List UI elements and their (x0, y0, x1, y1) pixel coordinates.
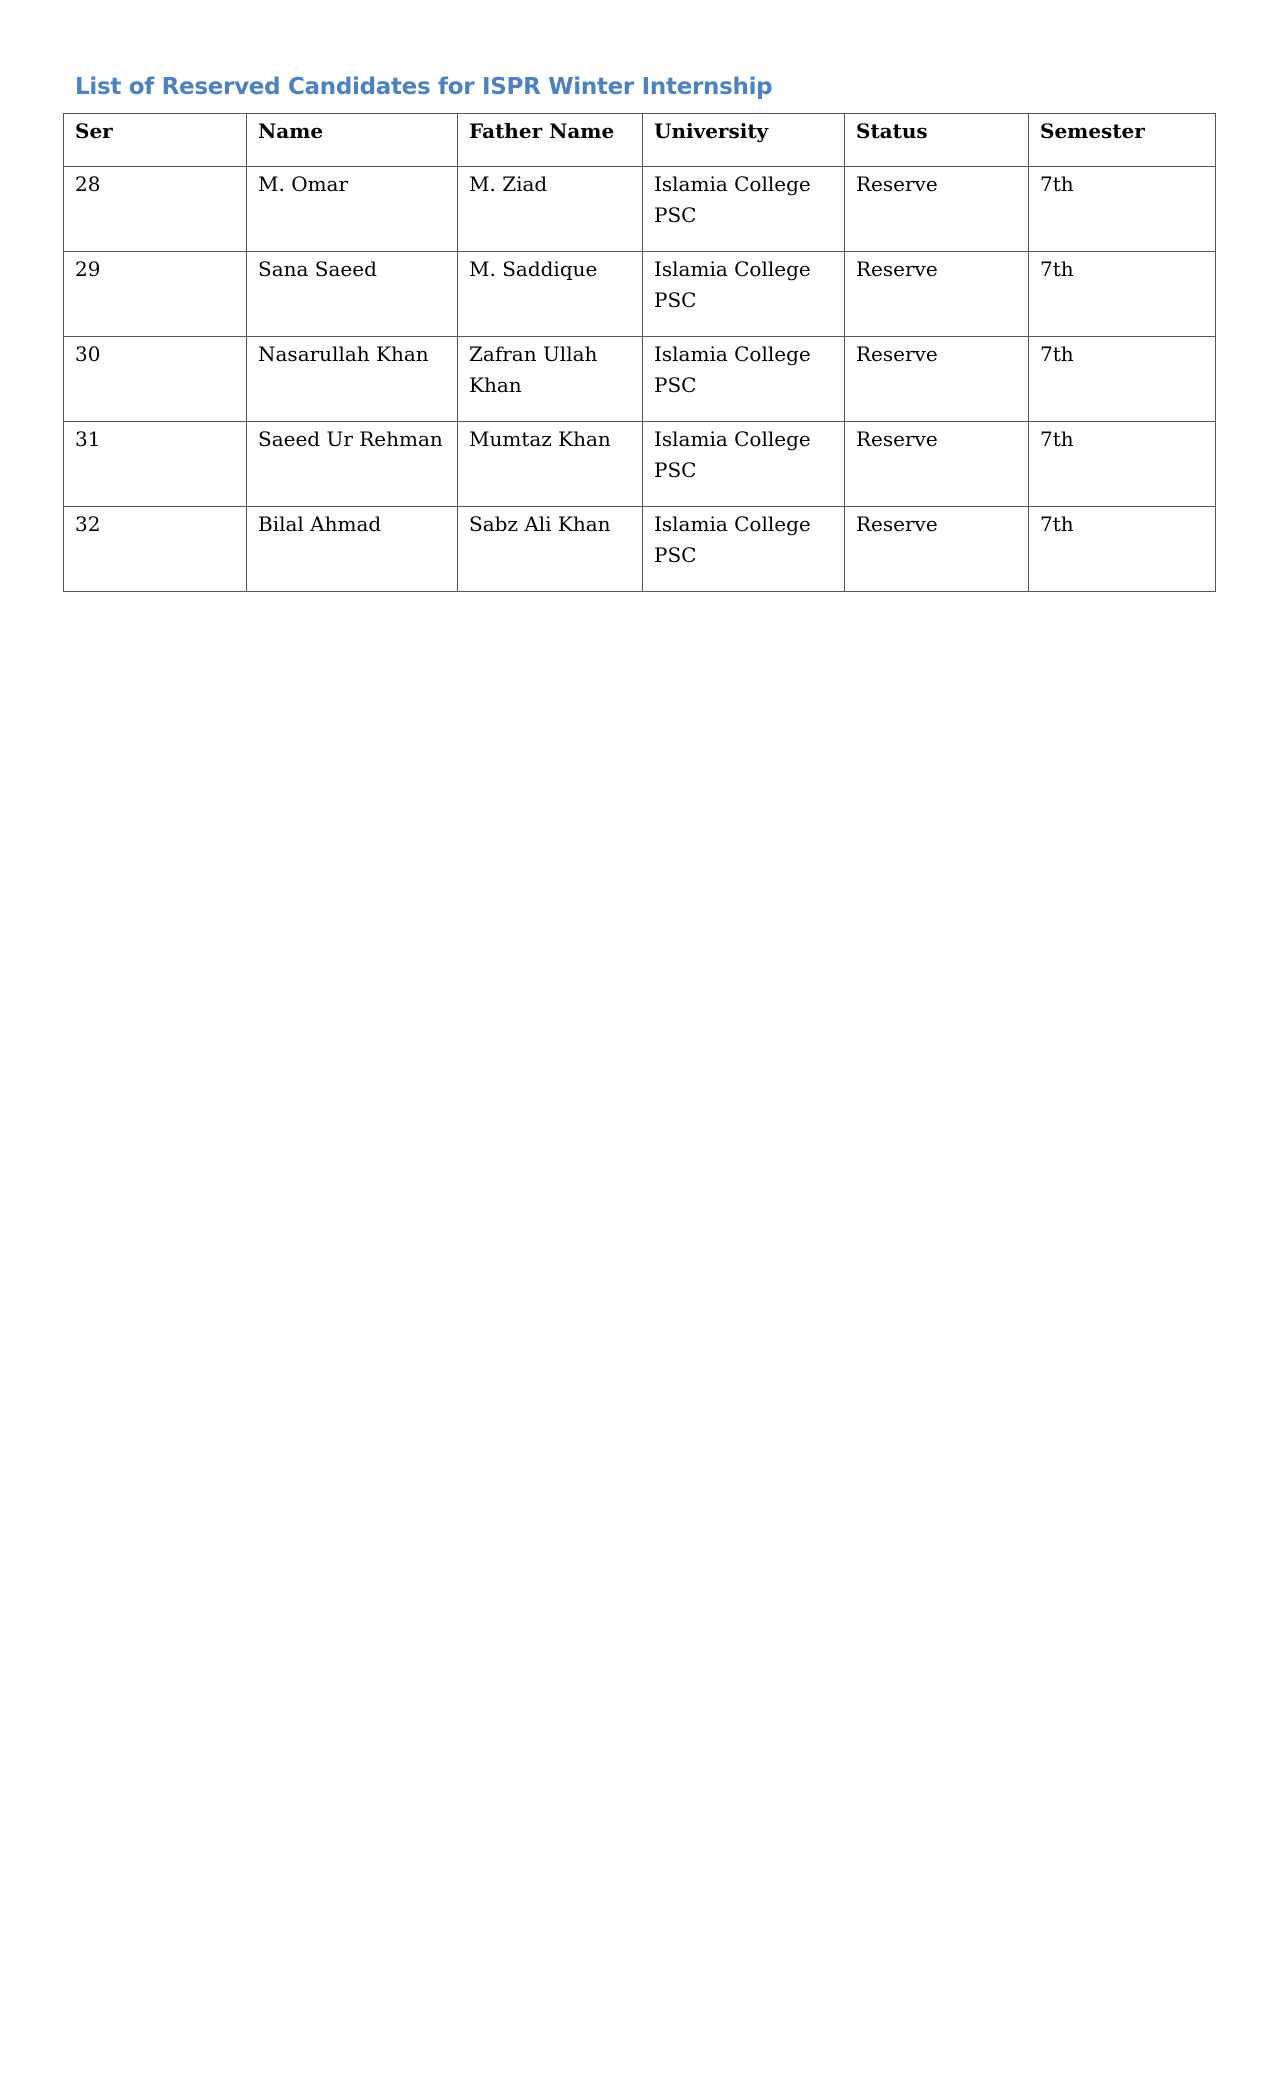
cell-name: Saeed Ur Rehman (247, 422, 458, 507)
cell-ser: 29 (64, 252, 247, 337)
table-row (64, 167, 1216, 252)
cell-university: Islamia College PSC (643, 422, 845, 507)
header-father-name: Father Name (458, 114, 643, 167)
cell-name: Bilal Ahmad (247, 507, 458, 592)
cell-university: Islamia College PSC (643, 167, 845, 252)
table-row (64, 422, 1216, 507)
header-name: Name (247, 114, 458, 167)
cell-father-name: Zafran Ullah Khan (458, 337, 643, 422)
cell-status: Reserve (845, 422, 1029, 507)
cell-status: Reserve (845, 252, 1029, 337)
table-row (64, 252, 1216, 337)
table-header-row (64, 114, 1216, 167)
header-semester: Semester (1029, 114, 1216, 167)
cell-university: Islamia College PSC (643, 252, 845, 337)
cell-name: M. Omar (247, 167, 458, 252)
table-row (64, 337, 1216, 422)
cell-name: Nasarullah Khan (247, 337, 458, 422)
cell-father-name: Sabz Ali Khan (458, 507, 643, 592)
document-title: List of Reserved Candidates for ISPR Winter Internship (75, 74, 773, 100)
cell-ser: 28 (64, 167, 247, 252)
table-row (64, 507, 1216, 592)
cell-father-name: M. Ziad (458, 167, 643, 252)
header-university: University (643, 114, 845, 167)
cell-ser: 31 (64, 422, 247, 507)
cell-status: Reserve (845, 167, 1029, 252)
cell-father-name: M. Saddique (458, 252, 643, 337)
cell-semester: 7th (1029, 167, 1216, 252)
cell-semester: 7th (1029, 422, 1216, 507)
cell-ser: 32 (64, 507, 247, 592)
cell-father-name: Mumtaz Khan (458, 422, 643, 507)
cell-university: Islamia College PSC (643, 337, 845, 422)
header-ser: Ser (64, 114, 247, 167)
cell-ser: 30 (64, 337, 247, 422)
cell-name: Sana Saeed (247, 252, 458, 337)
header-status: Status (845, 114, 1029, 167)
cell-semester: 7th (1029, 337, 1216, 422)
reserved-candidates-table (63, 113, 1216, 592)
cell-semester: 7th (1029, 507, 1216, 592)
cell-status: Reserve (845, 507, 1029, 592)
cell-university: Islamia College PSC (643, 507, 845, 592)
cell-semester: 7th (1029, 252, 1216, 337)
cell-status: Reserve (845, 337, 1029, 422)
